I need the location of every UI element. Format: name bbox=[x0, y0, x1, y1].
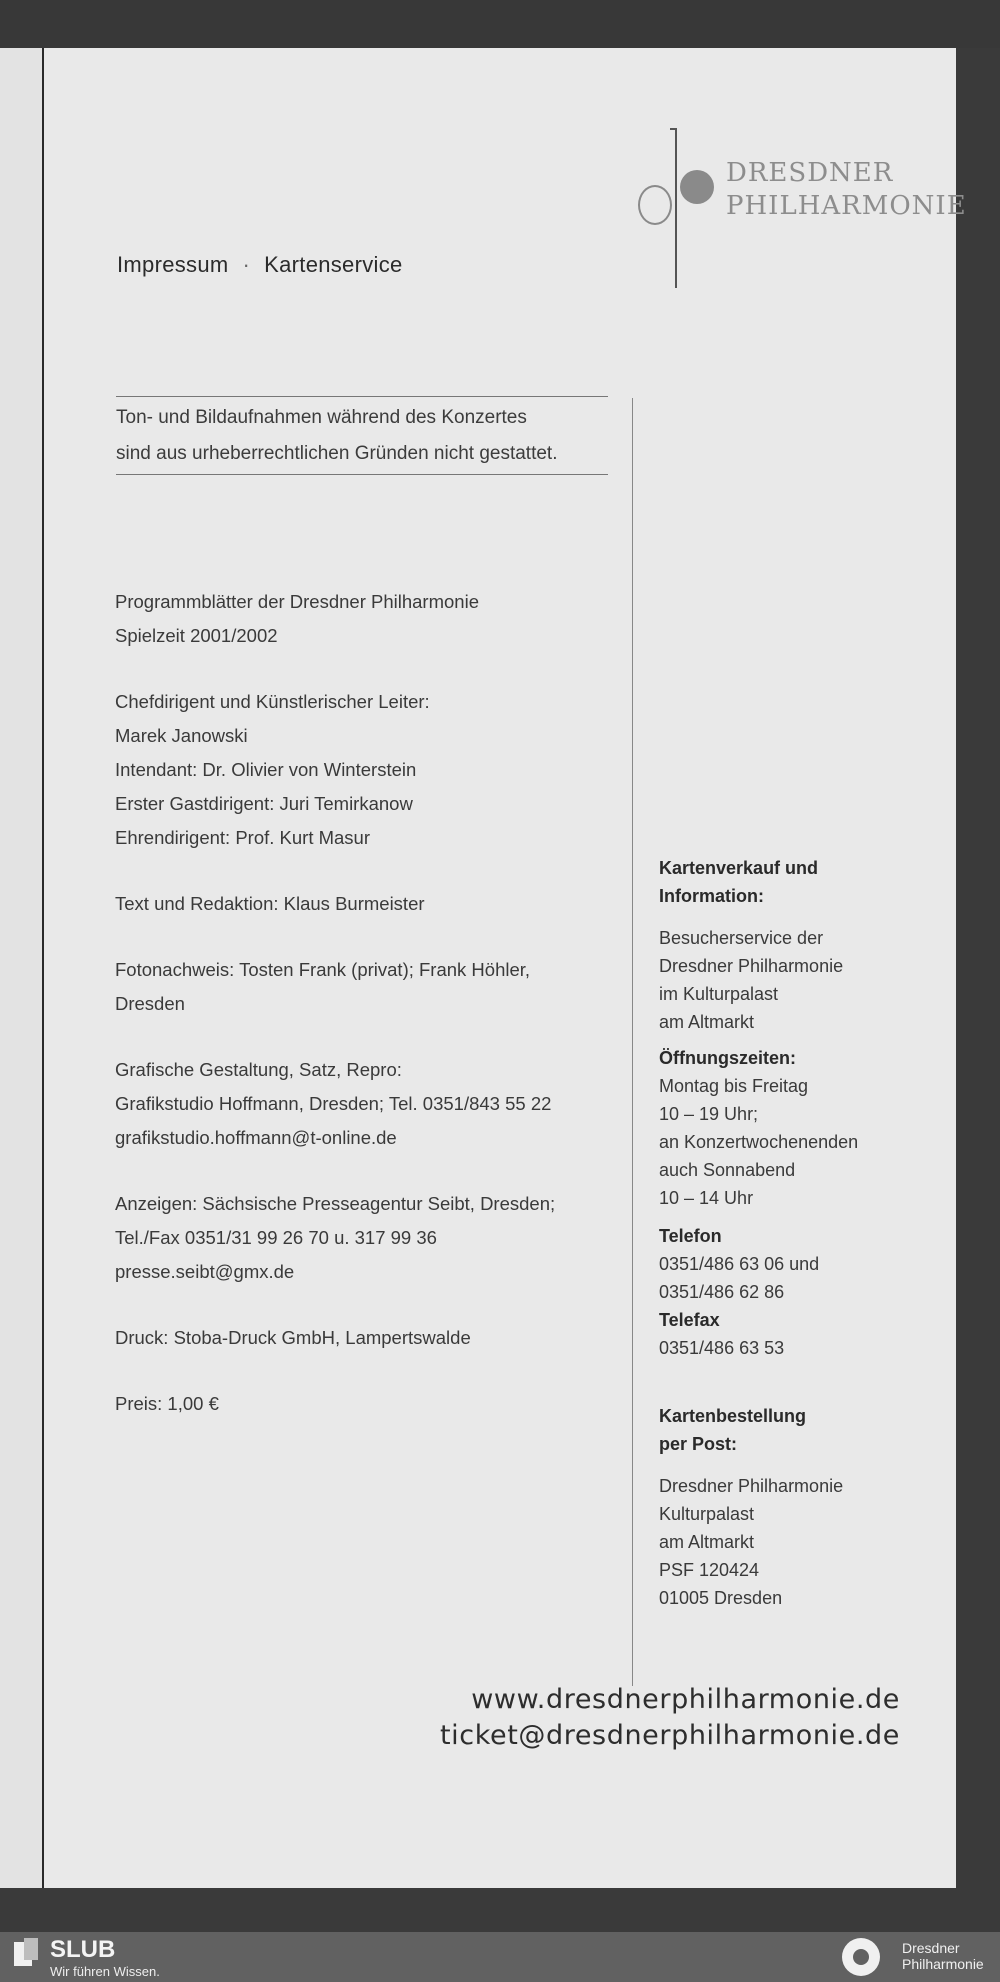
slub-logo-icon bbox=[14, 1938, 40, 1968]
title-kartenservice: Kartenservice bbox=[264, 252, 403, 277]
web-contact bbox=[344, 1682, 900, 1754]
sales-heading: Information: bbox=[659, 886, 764, 906]
impressum-print bbox=[115, 1321, 615, 1355]
post-address-line: Dresdner Philharmonie bbox=[659, 1476, 844, 1496]
hours-heading: Öffnungszeiten: bbox=[659, 1048, 796, 1068]
impressum-line: Chefdirigent und Künstlerischer Leiter: bbox=[115, 691, 430, 712]
impressum-line: Intendant: Dr. Olivier von Winterstein bbox=[115, 759, 417, 780]
philharmonie-logo-icon bbox=[842, 1938, 880, 1976]
website-url: www.dresdnerphilharmonie.de bbox=[471, 1684, 900, 1715]
impressum-line: grafikstudio.hoffmann@t-online.de bbox=[115, 1127, 397, 1148]
viewer-footer-bar bbox=[0, 1932, 1000, 1982]
adjacent-page-edge bbox=[0, 48, 44, 1888]
ticket-email: ticket@dresdnerphilharmonie.de bbox=[439, 1720, 900, 1751]
logo-text-line2: PHILHARMONIE bbox=[726, 191, 967, 221]
service-line: Dresdner Philharmonie bbox=[659, 956, 844, 976]
impressum-line: Grafikstudio Hoffmann, Dresden; Tel. 0351/843 55 22 bbox=[115, 1093, 552, 1114]
logo-outline-circle bbox=[638, 185, 672, 225]
impressum-direction bbox=[115, 685, 615, 855]
post-address-line: am Altmarkt bbox=[659, 1532, 755, 1552]
title-impressum: Impressum bbox=[117, 252, 229, 277]
partner-name-line1: Dresdner bbox=[902, 1940, 960, 1956]
phone-line: 0351/486 62 86 bbox=[659, 1282, 785, 1302]
impressum-line: presse.seibt@gmx.de bbox=[115, 1261, 295, 1282]
notice-rule-bottom bbox=[116, 474, 608, 475]
impressum-line: Ehrendirigent: Prof. Kurt Masur bbox=[115, 827, 370, 848]
document-page bbox=[44, 48, 967, 1888]
impressum-photo-credits bbox=[115, 953, 615, 1021]
impressum-line: Programmblätter der Dresdner Philharmonie bbox=[115, 591, 479, 612]
scan-background-top bbox=[0, 0, 1000, 48]
impressum-editor bbox=[115, 887, 615, 921]
impressum-ads bbox=[115, 1187, 615, 1289]
service-line: am Altmarkt bbox=[659, 1012, 755, 1032]
page-title bbox=[117, 252, 403, 278]
hours-line: 10 – 14 Uhr bbox=[659, 1188, 754, 1208]
impressum-line: Fotonachweis: Tosten Frank (privat); Frank Höhler, bbox=[115, 959, 531, 980]
impressum-line: Anzeigen: Sächsische Presseagentur Seibt, Dresden; bbox=[115, 1193, 556, 1214]
impressum-line: Marek Janowski bbox=[115, 725, 248, 746]
logo-stem-cap bbox=[670, 128, 677, 130]
partner-name-line2: Philharmonie bbox=[902, 1956, 984, 1972]
impressum-design bbox=[115, 1053, 615, 1155]
logo-text-line1: DRESDNER bbox=[726, 158, 894, 188]
impressum-line: Spielzeit 2001/2002 bbox=[115, 625, 278, 646]
post-heading: Kartenbestellung bbox=[659, 1406, 807, 1426]
impressum-line: Preis: 1,00 € bbox=[115, 1393, 219, 1414]
hours-line: 10 – 19 Uhr; bbox=[659, 1104, 759, 1124]
post-address-line: 01005 Dresden bbox=[659, 1588, 783, 1608]
phone-line: 0351/486 63 06 und bbox=[659, 1254, 820, 1274]
dresdner-philharmonie-logo bbox=[592, 88, 967, 258]
impressum-column bbox=[115, 585, 615, 1453]
impressum-publication bbox=[115, 585, 615, 653]
slub-name: SLUB bbox=[50, 1936, 116, 1963]
kartenservice-column bbox=[659, 854, 919, 1612]
impressum-line: Tel./Fax 0351/31 99 26 70 u. 317 99 36 bbox=[115, 1227, 437, 1248]
hours-line: an Konzertwochenenden bbox=[659, 1132, 859, 1152]
impressum-line: Text und Redaktion: Klaus Burmeister bbox=[115, 893, 425, 914]
sales-heading: Kartenverkauf und bbox=[659, 858, 819, 878]
impressum-price bbox=[115, 1387, 615, 1421]
partner-name bbox=[902, 1940, 984, 1972]
post-heading: per Post: bbox=[659, 1434, 738, 1454]
phone-heading: Telefon bbox=[659, 1226, 722, 1246]
post-address-line: Kulturpalast bbox=[659, 1504, 755, 1524]
post-address-line: PSF 120424 bbox=[659, 1560, 760, 1580]
fax-line: 0351/486 63 53 bbox=[659, 1338, 785, 1358]
title-separator: · bbox=[242, 252, 251, 277]
hours-line: Montag bis Freitag bbox=[659, 1076, 809, 1096]
notice-line2: sind aus urheberrechtlichen Gründen nicht gestattet. bbox=[116, 443, 558, 464]
recording-notice bbox=[116, 400, 608, 472]
impressum-line: Erster Gastdirigent: Juri Temirkanow bbox=[115, 793, 413, 814]
service-line: im Kulturpalast bbox=[659, 984, 779, 1004]
notice-line1: Ton- und Bildaufnahmen während des Konzertes bbox=[116, 407, 527, 428]
impressum-line: Grafische Gestaltung, Satz, Repro: bbox=[115, 1059, 402, 1080]
slub-tagline: Wir führen Wissen. bbox=[50, 1964, 160, 1979]
hours-line: auch Sonnabend bbox=[659, 1160, 796, 1180]
fax-heading: Telefax bbox=[659, 1310, 720, 1330]
logo-filled-circle bbox=[680, 170, 714, 204]
column-divider bbox=[632, 398, 633, 1686]
impressum-line: Dresden bbox=[115, 993, 185, 1014]
service-line: Besucherservice der bbox=[659, 928, 824, 948]
notice-rule-top bbox=[116, 396, 608, 397]
impressum-line: Druck: Stoba-Druck GmbH, Lampertswalde bbox=[115, 1327, 471, 1348]
logo-stem bbox=[675, 128, 677, 288]
